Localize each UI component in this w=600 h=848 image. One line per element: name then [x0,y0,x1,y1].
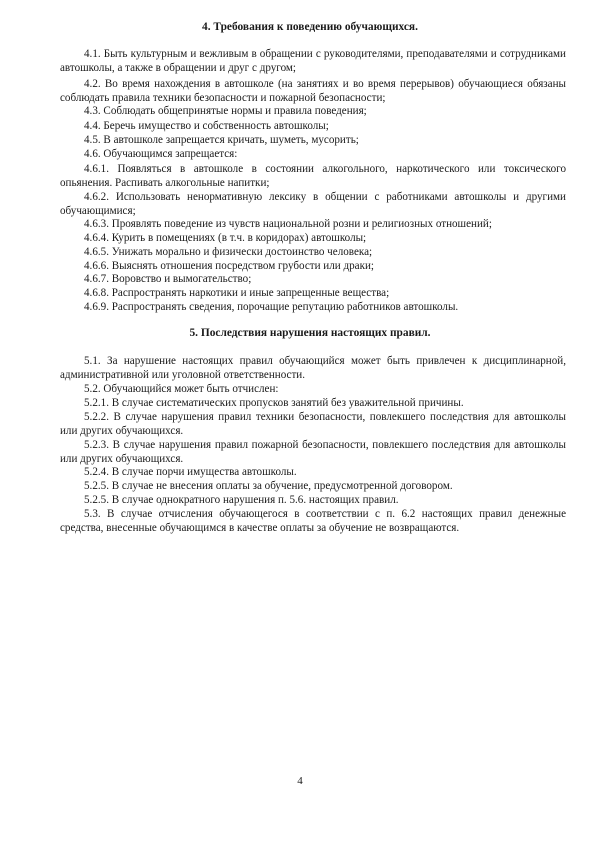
item-5-2-3: 5.2.3. В случае нарушения правил пожарной безопасности, повлекшего последствия для автошколы или других обучающихся. [60,439,566,465]
item-4-3: 4.3. Соблюдать общепринятые нормы и правила поведения; [84,105,367,117]
item-4-2: 4.2. Во время нахождения в автошколе (на занятиях и во время перерывов) обучающиеся обязаны соблюдать правила техники безопасности и пожарной безопасности; [60,78,566,104]
item-5-3: 5.3. В случае отчисления обучающегося в соответствии с п. 6.2 настоящих правил денежные средства, внесенные обучающимся в качестве оплаты за обучение не возвращаются. [60,508,566,534]
section-5-heading: 5. Последствия нарушения настоящих правил. [189,327,431,339]
page-number: 4 [297,775,303,787]
item-4-6-4: 4.6.4. Курить в помещениях (в т.ч. в коридорах) автошколы; [84,232,367,244]
item-5-2-5a: 5.2.5. В случае не внесения оплаты за обучение, предусмотренной договором. [84,480,453,492]
item-5-2-4: 5.2.4. В случае порчи имущества автошколы. [84,466,297,478]
item-4-6-2: 4.6.2. Использовать ненормативную лексику в общении с работниками автошколы и другими обучающимися; [60,191,566,217]
item-4-6-9: 4.6.9. Распространять сведения, порочащие репутацию работников автошколы. [84,301,459,313]
item-5-1: 5.1. За нарушение настоящих правил обучающийся может быть привлечен к дисциплинарной, административной или уголовной ответственности. [60,355,566,381]
item-4-6: 4.6. Обучающимся запрещается: [84,148,238,160]
item-4-4: 4.4. Беречь имущество и собственность автошколы; [84,120,329,132]
item-4-6-6: 4.6.6. Выяснять отношения посредством грубости или драки; [84,260,375,272]
item-4-5: 4.5. В автошколе запрещается кричать, шуметь, мусорить; [84,134,359,146]
item-5-2-1: 5.2.1. В случае систематических пропусков занятий без уважительной причины. [84,397,464,409]
section-4-heading: 4. Требования к поведению обучающихся. [202,21,418,33]
item-5-2-5b: 5.2.5. В случае однократного нарушения п. 5.6. настоящих правил. [84,494,399,506]
item-4-6-7: 4.6.7. Воровство и вымогательство; [84,273,252,285]
item-4-6-1: 4.6.1. Появляться в автошколе в состоянии алкогольного, наркотического или токсического опьянения. Распивать алкогольные напитки; [60,163,566,189]
item-4-6-8: 4.6.8. Распространять наркотики и иные запрещенные вещества; [84,287,390,299]
item-4-6-5: 4.6.5. Унижать морально и физически достоинство человека; [84,246,373,258]
item-5-2-2: 5.2.2. В случае нарушения правил техники безопасности, повлекшего последствия для автошколы или других обучающихся. [60,411,566,437]
item-4-6-3: 4.6.3. Проявлять поведение из чувств национальной розни и религиозных отношений; [84,218,492,230]
item-5-2: 5.2. Обучающийся может быть отчислен: [84,383,279,395]
item-4-1: 4.1. Быть культурным и вежливым в обращении с руководителями, преподавателями и сотрудниками автошколы, а также в обращении и друг с другом; [60,48,566,74]
